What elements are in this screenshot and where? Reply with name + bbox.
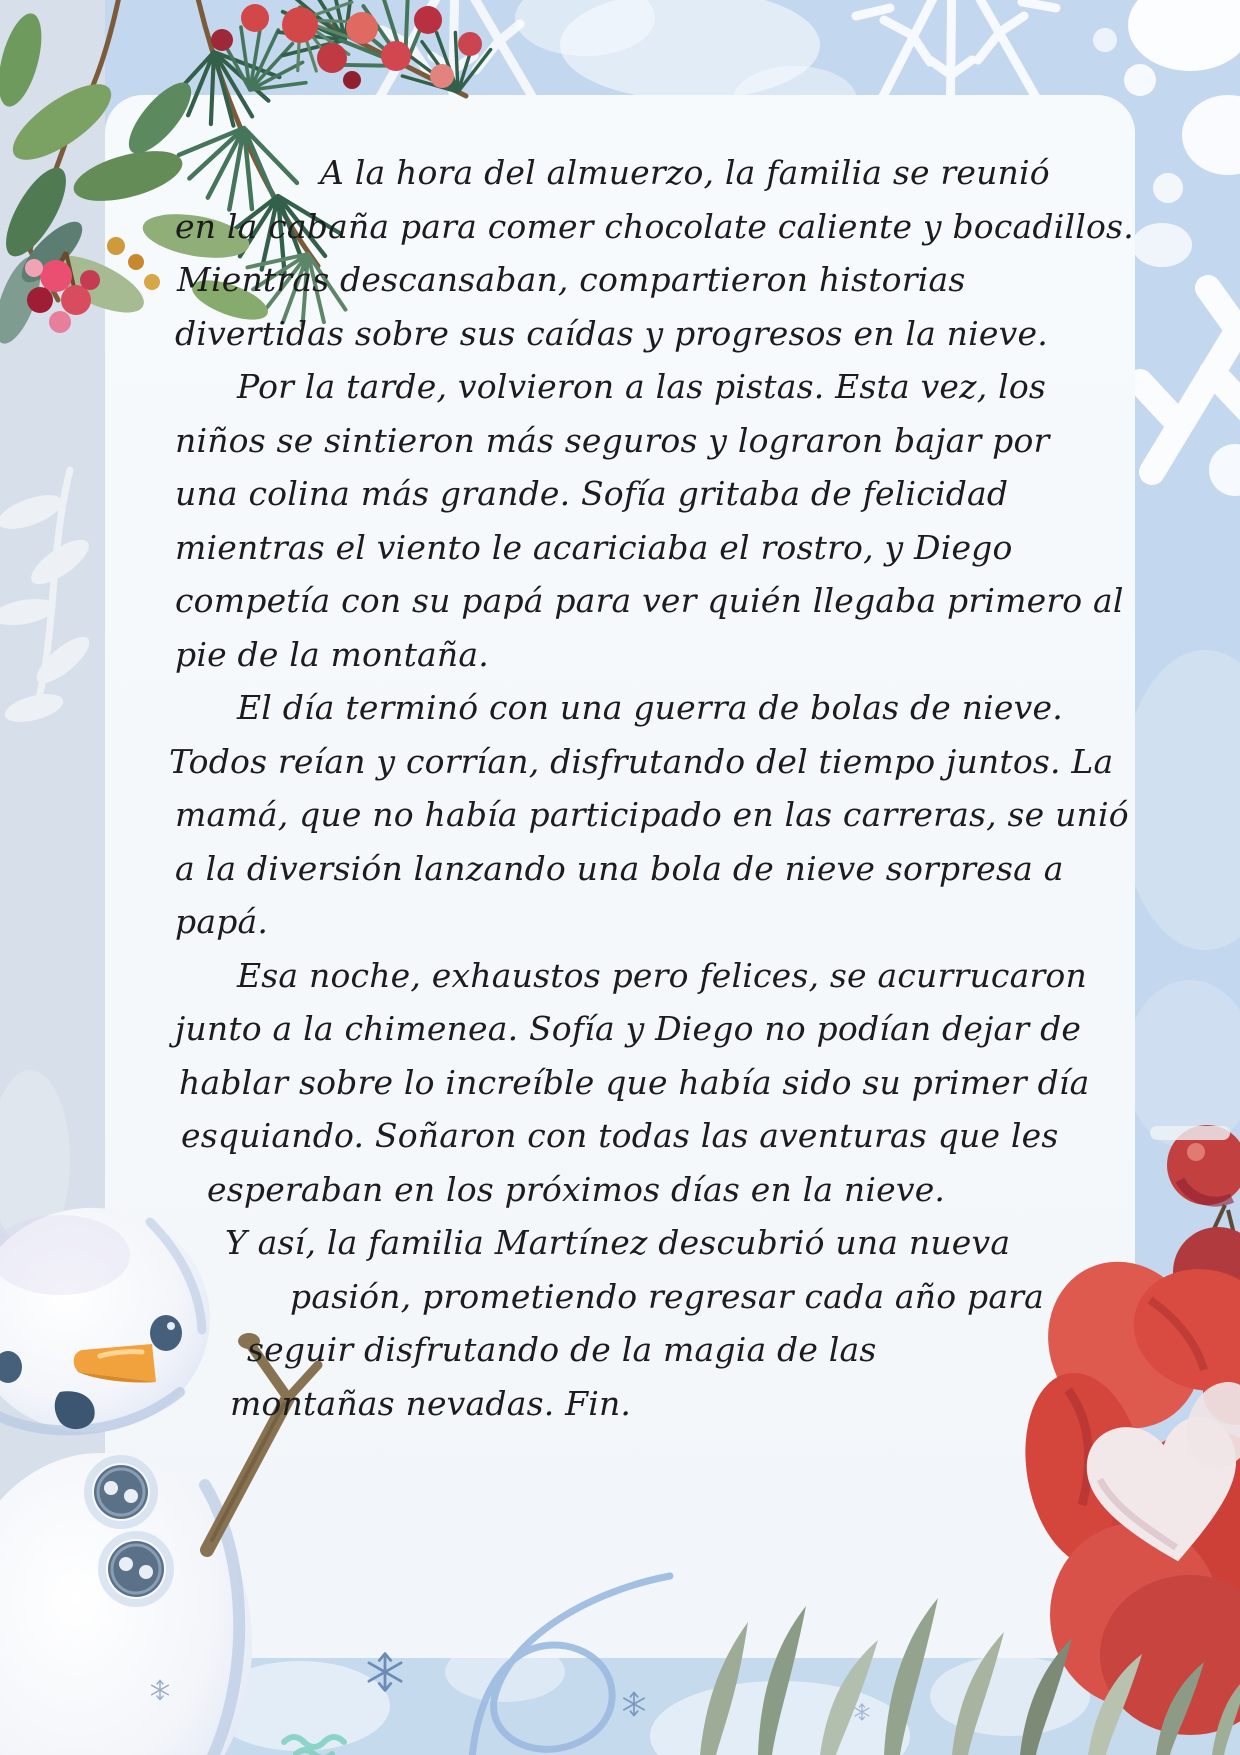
story-line: niños se sintieron más seguros y lograron bajar por	[175, 420, 1050, 460]
story-line: seguir disfrutando de la magia de las	[247, 1330, 877, 1369]
story-line: pie de la montaña.	[175, 634, 489, 674]
story-line: esperaban en los próximos días en la nieve.	[207, 1169, 946, 1209]
story-line: hablar sobre lo increíble que había sido su primer día	[179, 1062, 1090, 1102]
story-line: Esa noche, exhaustos pero felices, se acurrucaron	[237, 955, 1087, 995]
story-line: Mientras descansaban, compartieron historias	[177, 260, 966, 299]
story-line: Todos reían y corrían, disfrutando del tiempo juntos. La	[169, 741, 1114, 781]
story-text	[105, 146, 1135, 1430]
story-line: esquiando. Soñaron con todas las aventuras que les	[181, 1116, 1059, 1155]
story-line: El día terminó con una guerra de bolas de nieve.	[237, 688, 1063, 727]
story-line: montañas nevadas. Fin.	[230, 1383, 632, 1423]
teal-squiggle	[284, 1737, 344, 1755]
story-line: papá.	[175, 902, 269, 941]
story-line: competía con su papá para ver quién llegaba primero al	[175, 581, 1124, 620]
story-line: a la diversión lanzando una bola de nieve sorpresa a	[175, 848, 1064, 888]
story-line: mientras el viento le acariciaba el rostro, y Diego	[175, 527, 1013, 567]
story-line: en la cabaña para comer chocolate caliente y bocadillos.	[175, 206, 1134, 246]
story-line: mamá, que no había participado en las carreras, se unió	[175, 795, 1129, 834]
swirl-flourish	[472, 1576, 670, 1755]
story-line: pasión, prometiendo regresar cada año para	[290, 1276, 1045, 1316]
story-line: junto a la chimenea. Sofía y Diego no podían dejar de	[175, 1009, 1082, 1048]
story-line: divertidas sobre sus caídas y progresos en la nieve.	[175, 313, 1048, 353]
story-line: una colina más grande. Sofía gritaba de felicidad	[175, 474, 1009, 513]
story-line: Por la tarde, volvieron a las pistas. Esta vez, los	[237, 367, 1047, 406]
story-line: A la hora del almuerzo, la familia se reunió	[320, 153, 1050, 192]
story-line: Y así, la familia Martínez descubrió una nueva	[225, 1223, 1011, 1262]
